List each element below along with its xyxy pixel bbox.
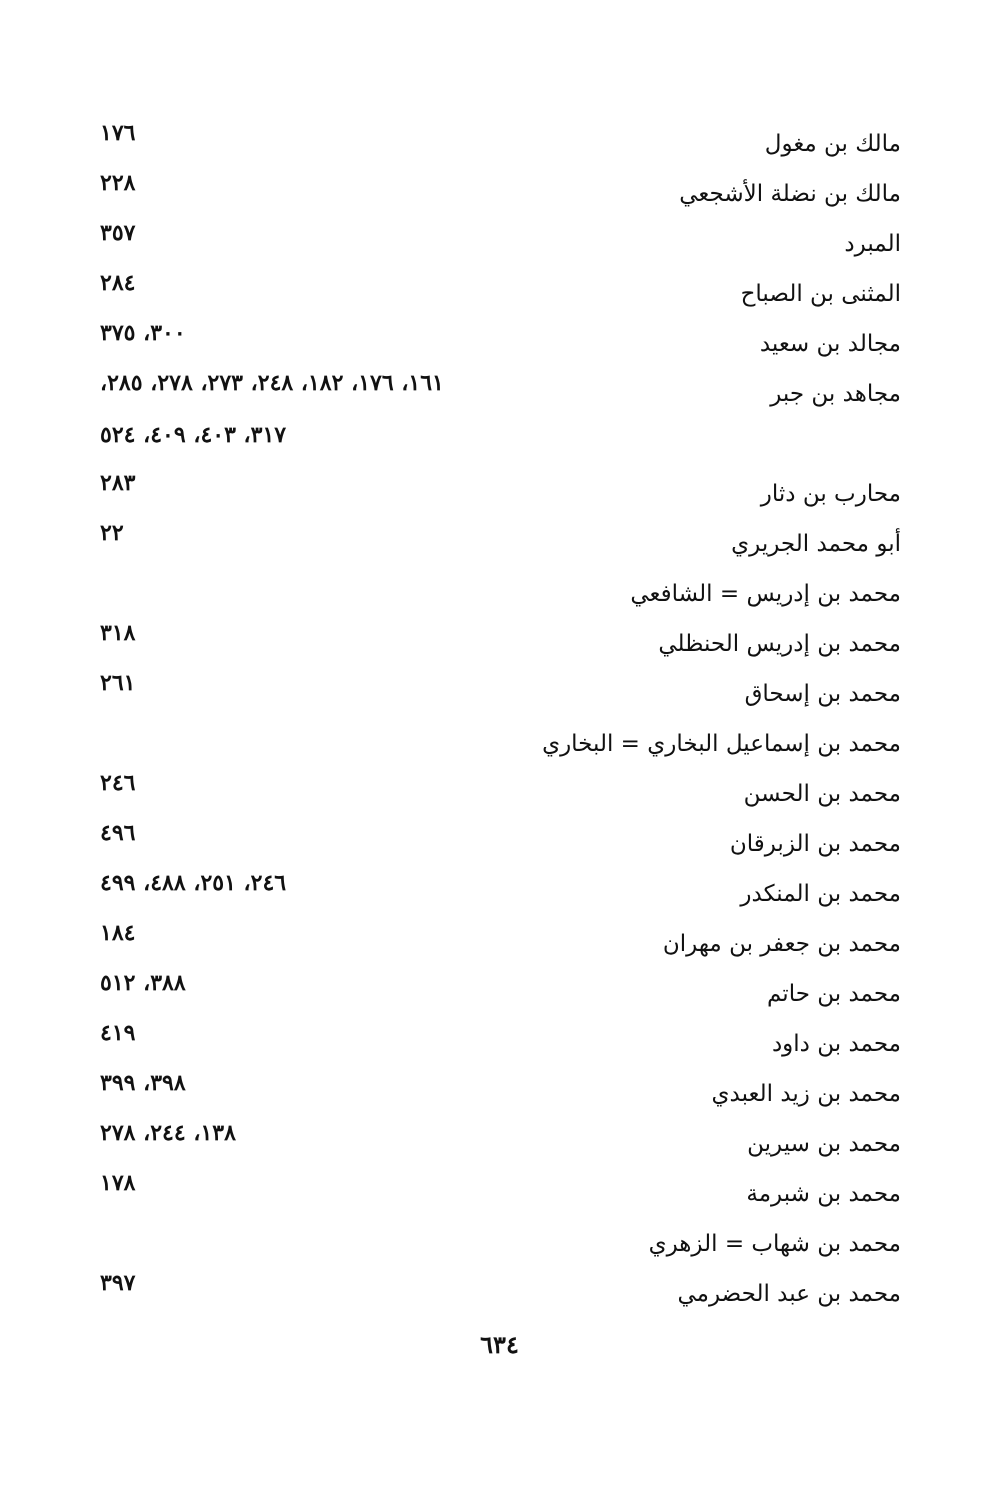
index-entry (0, 270, 999, 314)
entry-pages: ٤١٩ (100, 1020, 136, 1046)
index-entry (0, 1070, 999, 1114)
entry-name: محمد بن عبد الحضرمي (677, 1281, 901, 1307)
index-entry (0, 370, 999, 448)
entry-name: محمد بن جعفر بن مهران (662, 931, 901, 957)
entry-pages: ٢٨٣ (100, 470, 136, 496)
entry-name: محمد بن زيد العبدي (711, 1081, 901, 1107)
entry-pages: ١٨٤ (100, 920, 136, 946)
entry-pages: ٢٨٤ (100, 270, 136, 296)
entry-pages: ٢٤٦، ٢٥١، ٤٨٨، ٤٩٩ (100, 870, 287, 896)
entry-pages: ٢٢ (100, 520, 124, 546)
entry-name: محمد بن إدريس الحنظلي (658, 631, 901, 657)
index-entry (0, 970, 999, 1014)
entry-pages: ١٧٦ (100, 120, 136, 146)
index-entry (0, 920, 999, 964)
entry-pages: ٣١٨ (100, 620, 136, 646)
entry-pages: ٣٩٧ (100, 1270, 136, 1296)
entry-pages-continued: ٣١٧، ٤٠٣، ٤٠٩، ٥٢٤ (100, 422, 287, 448)
index-entry (0, 1270, 999, 1314)
entry-name: أبو محمد الجريري (731, 531, 901, 557)
index-entry (0, 1224, 999, 1264)
entry-name: محمد بن داود (771, 1031, 901, 1057)
entry-name: مالك بن نضلة الأشجعي (679, 181, 901, 207)
entry-name: محمد بن المنكدر (740, 881, 901, 907)
index-entry (0, 170, 999, 214)
entry-name: مجالد بن سعيد (759, 331, 901, 357)
entry-name: محمد بن إسماعيل البخاري = البخاري (542, 731, 901, 757)
entry-name: المثنى بن الصباح (740, 281, 901, 307)
index-entry (0, 1120, 999, 1164)
entry-name: محمد بن الزبرقان (729, 831, 901, 857)
entry-name: محمد بن الحسن (743, 781, 901, 807)
index-entry (0, 870, 999, 914)
entry-pages: ٣٨٨، ٥١٢ (100, 970, 186, 996)
index-entry (0, 574, 999, 614)
index-entry (0, 220, 999, 264)
entry-pages: ٣٥٧ (100, 220, 136, 246)
index-entry (0, 620, 999, 664)
index-entry (0, 820, 999, 864)
index-entry (0, 320, 999, 364)
entry-name: محمد بن سيرين (747, 1131, 901, 1157)
index-entry (0, 670, 999, 714)
index-entry (0, 470, 999, 514)
entry-pages: ١٦١، ١٧٦، ١٨٢، ٢٤٨، ٢٧٣، ٢٧٨، ٢٨٥، (100, 370, 444, 396)
index-entry (0, 770, 999, 814)
index-entry (0, 520, 999, 564)
entry-name: محارب بن دثار (760, 481, 901, 507)
entry-name: مالك بن مغول (764, 131, 901, 157)
entry-name: المبرد (844, 231, 901, 257)
index-entry (0, 120, 999, 164)
index-entry (0, 724, 999, 764)
entry-pages: ٣٩٨، ٣٩٩ (100, 1070, 186, 1096)
entry-name: محمد بن إسحاق (744, 681, 901, 707)
entry-pages: ٢٦١ (100, 670, 136, 696)
entry-pages: ٤٩٦ (100, 820, 136, 846)
entry-pages: ١٣٨، ٢٤٤، ٢٧٨ (100, 1120, 236, 1146)
entry-name: محمد بن شهاب = الزهري (648, 1231, 901, 1257)
page-number: ٦٣٤ (480, 1330, 519, 1359)
index-entry (0, 1020, 999, 1064)
entry-name: مجاهد بن جبر (770, 381, 901, 407)
entry-name: محمد بن حاتم (766, 981, 901, 1007)
entry-pages: ١٧٨ (100, 1170, 136, 1196)
entry-name: محمد بن شبرمة (746, 1181, 901, 1207)
entry-name: محمد بن إدريس = الشافعي (630, 581, 901, 607)
entry-pages: ٢٤٦ (100, 770, 136, 796)
index-entry (0, 1170, 999, 1214)
entry-pages: ٣٠٠، ٣٧٥ (100, 320, 186, 346)
entry-pages: ٢٢٨ (100, 170, 136, 196)
